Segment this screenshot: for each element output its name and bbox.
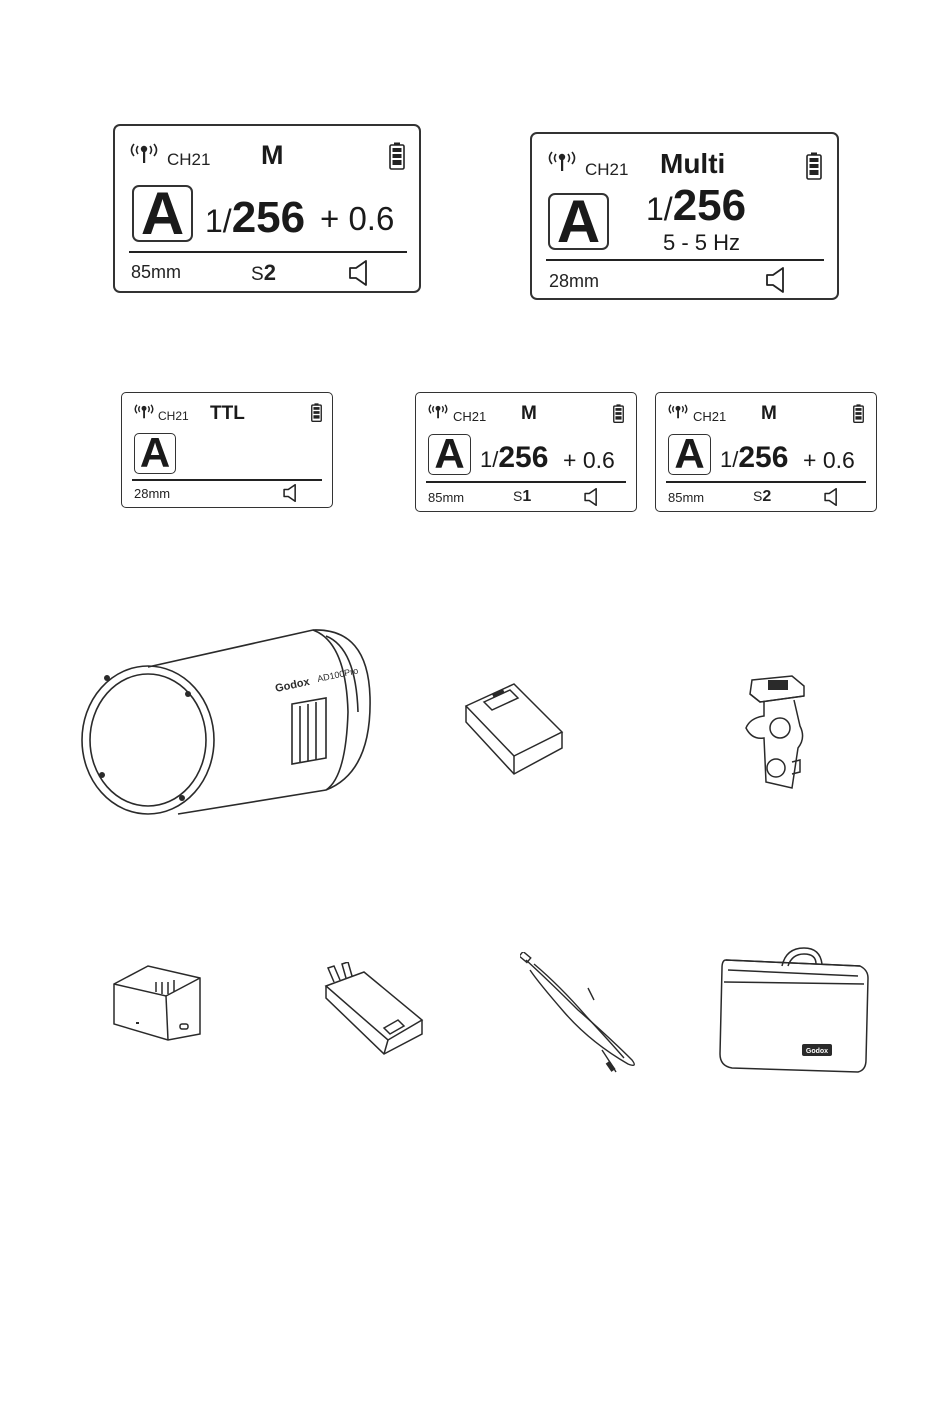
speaker-icon (764, 267, 790, 293)
group-label: A (434, 430, 465, 477)
power-readout: 1/256 (480, 441, 549, 474)
divider-line (666, 481, 866, 483)
battery-icon (853, 404, 864, 423)
zoom-label: 85mm (428, 490, 465, 505)
usb-wall-adapter-illustration (322, 962, 427, 1057)
battery-pack-illustration (462, 682, 567, 777)
lcd-panel-manual-s1-small (415, 392, 637, 512)
speaker-icon (823, 488, 841, 506)
channel-label: CH21 (453, 409, 487, 424)
group-label: A (139, 429, 171, 476)
channel-label: CH21 (158, 409, 189, 423)
mode-label: M (521, 403, 537, 424)
lcd-panel-manual-s2-small (655, 392, 877, 512)
power-readout: 1/256 (720, 441, 789, 474)
slave-group-label: S2 (753, 488, 772, 505)
divider-line (132, 479, 322, 481)
lcd-panel-manual-s2-large (113, 124, 421, 293)
zoom-label: 28mm (134, 486, 171, 501)
mode-label: M (261, 140, 284, 170)
multi-frequency-label: 5 - 5 Hz (663, 230, 741, 255)
channel-label: CH21 (585, 160, 629, 179)
lcd-panel-multi-large (530, 132, 839, 300)
wireless-signal-icon (426, 402, 450, 419)
wireless-signal-icon (127, 140, 161, 164)
flash-bracket-illustration (730, 672, 820, 792)
divider-line (426, 481, 626, 483)
speaker-icon (282, 484, 300, 502)
charger-dock-illustration (108, 962, 208, 1042)
zoom-label: 28mm (549, 271, 600, 291)
round-head-flash-illustration (78, 622, 378, 822)
wireless-signal-icon (132, 402, 156, 419)
exposure-compensation: + 0.6 (320, 200, 395, 237)
divider-line (129, 251, 407, 253)
battery-icon (311, 403, 322, 422)
mode-label: M (761, 403, 777, 424)
battery-icon (389, 142, 405, 170)
slave-group-label: S2 (251, 260, 276, 285)
case-brand-text: Godox (805, 1048, 829, 1055)
flash-brand-text: Godox (274, 675, 311, 695)
lcd-panel-ttl-small (121, 392, 333, 508)
battery-icon (806, 152, 822, 180)
group-label: A (674, 430, 705, 477)
slave-group-label: S1 (513, 488, 532, 505)
battery-icon (613, 404, 624, 423)
zoom-label: 85mm (131, 262, 182, 282)
group-label: A (140, 180, 185, 247)
power-readout: 1/256 (205, 193, 306, 242)
channel-label: CH21 (693, 409, 727, 424)
channel-label: CH21 (167, 150, 211, 169)
mode-label: Multi (660, 148, 726, 179)
power-readout: 1/256 (646, 181, 747, 230)
divider-line (546, 259, 824, 261)
speaker-icon (347, 260, 373, 286)
usb-cable-illustration (520, 952, 640, 1077)
exposure-compensation: + 0.6 (803, 447, 855, 473)
speaker-icon (583, 488, 601, 506)
group-label: A (556, 188, 601, 255)
wireless-signal-icon (545, 148, 579, 172)
zoom-label: 85mm (668, 490, 705, 505)
flash-model-text: AD100Pro (316, 665, 360, 684)
wireless-signal-icon (666, 402, 690, 419)
carrying-case-illustration (714, 942, 872, 1077)
mode-label: TTL (210, 403, 245, 424)
exposure-compensation: + 0.6 (563, 447, 615, 473)
